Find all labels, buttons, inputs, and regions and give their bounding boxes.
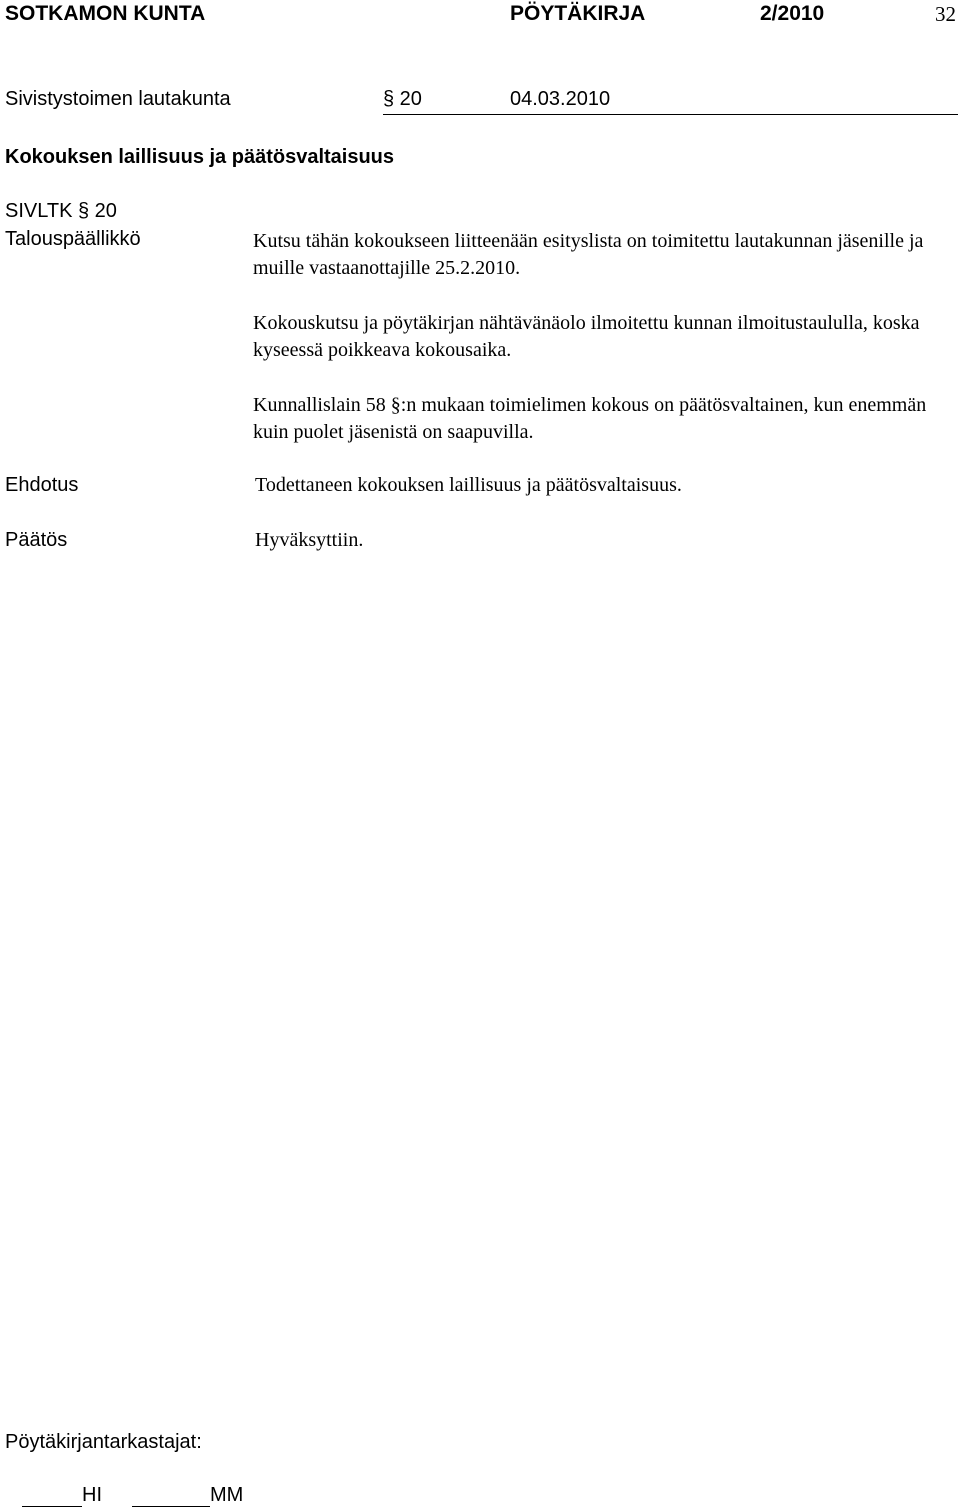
header-divider [383,114,958,115]
meeting-date: 04.03.2010 [510,88,611,110]
section-title: Kokouksen laillisuus ja päätösvaltaisuus [5,146,395,168]
preparer: Talouspäällikkö [5,228,141,250]
case-id: SIVLTK § 20 [5,200,117,222]
decision-label: Päätös [5,529,68,551]
signature-line [22,1506,82,1507]
proposal-text: Todettaneen kokouksen laillisuus ja päätösvaltaisuus. [255,474,682,496]
paragraph-quorum: Kunnallislain 58 §:n mukaan toimielimen kokous on päätösvaltainen, kun enemmän kuin puolet jäsenistä on saapuvilla. [253,394,927,443]
proposal-label: Ehdotus [5,474,79,496]
committee-name: Sivistystoimen lautakunta [5,88,231,110]
decision-text: Hyväksyttiin. [255,529,364,551]
document-number: 2/2010 [760,2,825,25]
paragraph-notice: Kokouskutsu ja pöytäkirjan nähtävänäolo ilmoitettu kunnan ilmoitustaululla, koska kyseessä poikkeava kokousaika. [253,312,920,361]
section-number: § 20 [383,88,422,110]
page-number: 32 [935,2,956,26]
signature-line [132,1506,210,1507]
paragraph-invitation: Kutsu tähän kokoukseen liitteenään esityslista on toimitettu lautakunnan jäsenille ja muille vastaanottajille 25.2.2010. [253,230,924,279]
checker-initials: HI [82,1484,102,1506]
document-type: PÖYTÄKIRJA [510,2,646,25]
municipality-name: SOTKAMON KUNTA [5,2,206,25]
minutes-checkers-label: Pöytäkirjantarkastajat: [5,1431,202,1453]
checker-initials: MM [210,1484,244,1506]
